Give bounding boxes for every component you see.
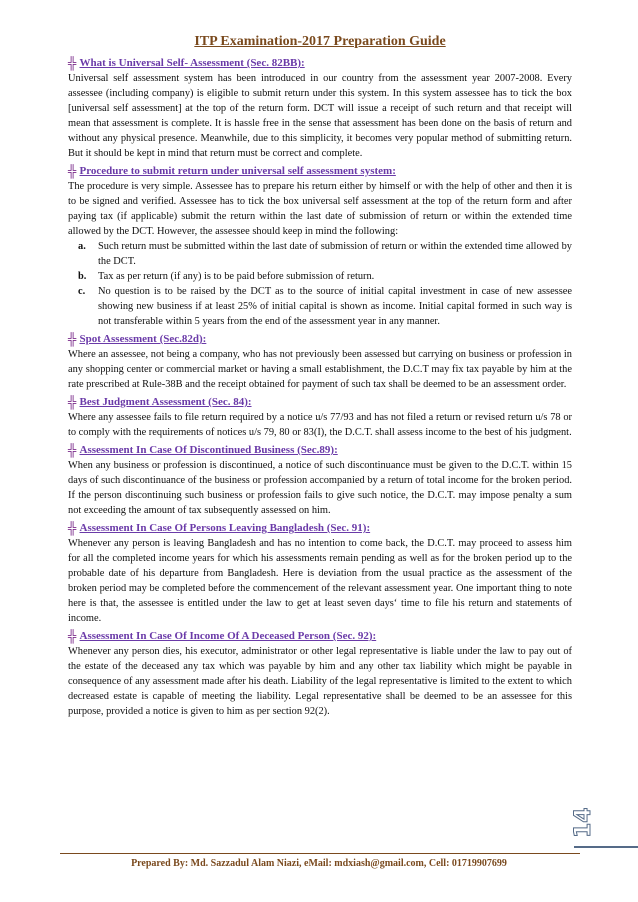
section-body: Whenever any person dies, his executor, administrator or other legal representative is liable under the law to pay out of the estate of the deceased any tax which was payable by him and any other tax liability which might be payable in consequence of any assessment made after his death. Liability of the legal representative is limited to the extent to which decreased estate is capable of meeting the liability. Legal representative shall be deemed to be an assessee for this purpose, provided a notice is given to him as per section 92(2). <box>68 646 572 717</box>
heading-bullet-icon: ╬ <box>68 443 77 457</box>
heading-text: Procedure to submit return under universal self assessment system: <box>79 165 396 177</box>
list-item-text: Tax as per return (if any) is to be paid before submission of return. <box>98 271 375 282</box>
section-heading <box>68 443 572 458</box>
list-item-text: No question is to be raised by the DCT as to the source of initial capital investment in case of new assessee showing new business if at least 25% of initial capital is shown as income. Initial capital formed in such way is not transferable within 5 years from the end of the assessment year in any manner. <box>98 286 572 327</box>
section-heading <box>68 56 572 71</box>
section-deceased-person <box>68 629 572 719</box>
page-content <box>68 34 572 722</box>
section-body: The procedure is very simple. Assessee has to prepare his return either by himself or with the help of other and then it is to be signed and verified. Assessee has to tick the box universal self assessment at the top of the return form and after paying tax (if applicable) submit the return within the last date of submission of return or within the extended time allowed by the DCT. However, the assessee should keep in mind the following: <box>68 181 572 237</box>
list-item <box>78 284 572 329</box>
heading-text: Assessment In Case Of Income Of A Deceased Person (Sec. 92): <box>79 630 377 642</box>
footer-divider <box>60 853 580 854</box>
list-item-text: Such return must be submitted within the last date of submission of return or within the extended time allowed by the DCT. <box>98 241 572 267</box>
section-discontinued-business <box>68 443 572 518</box>
section-procedure <box>68 164 572 329</box>
section-body: Whenever any person is leaving Bangladesh and has no intention to come back, the D.C.T. may proceed to assess him for all the completed income years for which his assessments remain pending as well as for the broken period up to the probable date of his departure from Bangladesh. Here is deviation from the usual practice as the assessment of the broken period may be completed before the commencement of the relevant assessment year. One important thing to note here is that, the assessee is entitled under the law to get at least seven days‘ time to file his return and statements of income. <box>68 538 572 624</box>
section-body: When any business or profession is discontinued, a notice of such discontinuance must be given to the D.C.T. within 15 days of such discontinuance of the business or profession accompanied by a return of total income for the broken period. If the person discontinuing such business or profession fails to give such notice, the D.C.T. may impose penalty a sum not exceeding the amount of tax subsequently assessed on him. <box>68 460 572 516</box>
heading-bullet-icon: ╬ <box>68 164 77 178</box>
heading-text: Assessment In Case Of Discontinued Business (Sec.89): <box>79 444 338 456</box>
requirements-list <box>68 239 572 329</box>
section-body: Where an assessee, not being a company, who has not previously been assessed but carrying on business or profession in any shopping center or commercial market or having a small establishment, the D.C.T may fix tax payable by him at the rate prescribed at Rule-38B and the receipt obtained for payment of such tax shall be deemed to be an assessment order. <box>68 349 572 390</box>
page-number: 14 <box>571 807 596 838</box>
page-title: ITP Examination-2017 Preparation Guide <box>194 34 446 49</box>
heading-text: Best Judgment Assessment (Sec. 84): <box>79 396 252 408</box>
list-marker: c. <box>78 286 86 297</box>
section-heading <box>68 332 572 347</box>
list-item <box>78 239 572 269</box>
section-heading <box>68 395 572 410</box>
heading-text: Spot Assessment (Sec.82d): <box>79 333 207 345</box>
heading-text: Assessment In Case Of Persons Leaving Bangladesh (Sec. 91): <box>79 522 371 534</box>
heading-bullet-icon: ╬ <box>68 395 77 409</box>
heading-bullet-icon: ╬ <box>68 521 77 535</box>
heading-bullet-icon: ╬ <box>68 56 77 70</box>
list-marker: a. <box>78 241 86 252</box>
footer-credit: Prepared By: Md. Sazzadul Alam Niazi, eMail: mdxiash@gmail.com, Cell: 01719907699 <box>131 858 507 869</box>
list-marker: b. <box>78 271 87 282</box>
heading-bullet-icon: ╬ <box>68 332 77 346</box>
section-spot-assessment <box>68 332 572 392</box>
list-item <box>78 269 572 284</box>
heading-text: What is Universal Self- Assessment (Sec. 82BB): <box>79 57 305 69</box>
section-universal-self-assessment <box>68 56 572 161</box>
section-body: Where any assessee fails to file return required by a notice u/s 77/93 and has not filed a return or revised return u/s 78 or to comply with the requirements of notices u/s 79, 80 or 83(I), the D.C.T. shall assess income to the best of his judgment. <box>68 412 572 438</box>
heading-bullet-icon: ╬ <box>68 629 77 643</box>
page-number-rule <box>574 846 638 848</box>
section-heading <box>68 629 572 644</box>
section-best-judgment <box>68 395 572 440</box>
section-heading <box>68 521 572 536</box>
section-leaving-bangladesh <box>68 521 572 626</box>
section-heading <box>68 164 572 179</box>
section-body: Universal self assessment system has been introduced in our country from the assessment year 2007-2008. Every assessee (including company) is eligible to submit return under this system. In this system assessee has to tick the box [universal self assessment] at the top of the return form. DCT will issue a receipt of such return and that receipt will mean that assessment is complete. It is hassle free in the sense that assessment has been done on the basis of return and without any physical presence. Meanwhile, due to this simplicity, it becomes very popular method of submitting return. But it should be kept in mind that return must be correct and complete. <box>68 73 572 159</box>
